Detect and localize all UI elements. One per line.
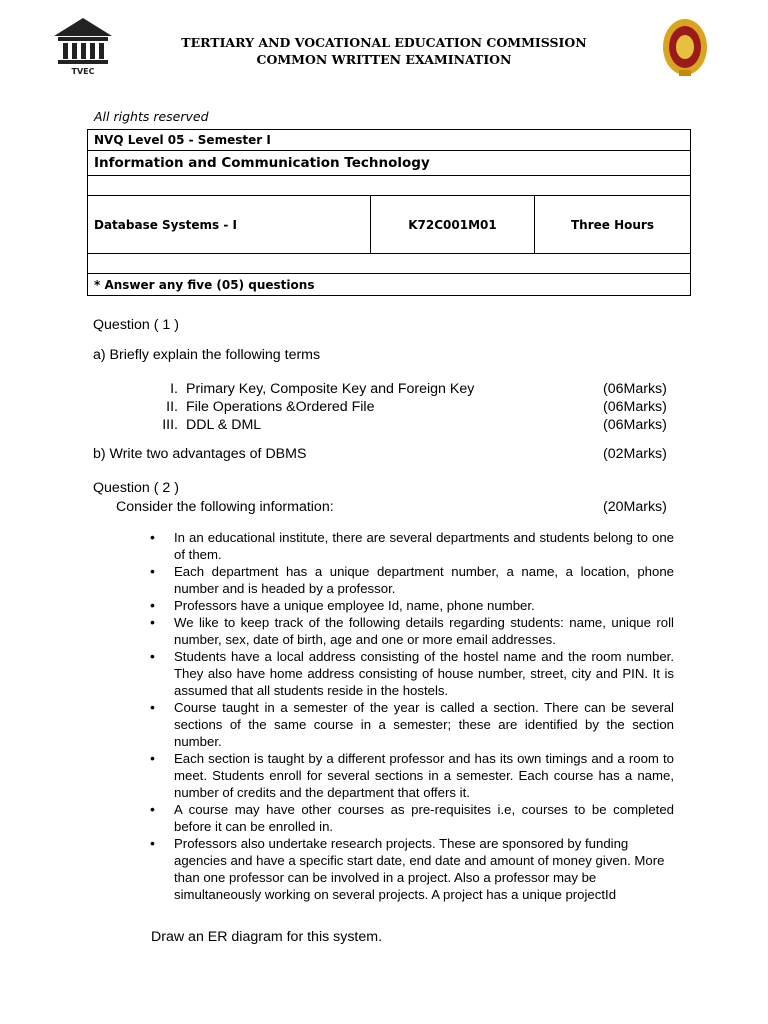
q2-bullet-text: Students have a local address consisting of the hostel name and the room number. They also have home address consisting of house number, street, city and PIN. It is assumed that all students reside in the hostels. [174, 649, 674, 698]
exam-duration: Three Hours [535, 196, 691, 254]
q2-bullet-text: Professors also undertake research projects. These are sponsored by funding agencies and have a specific start date, end date and amount of money given. More than one professor can be involved in a project. Also a professor may be simultaneously working on several projects. A project has a unique projectId [174, 836, 665, 902]
program-name: Information and Communication Technology [88, 151, 691, 176]
q1-item-marks: (06Marks) [603, 381, 667, 397]
q1-part-b: b) Write two advantages of DBMS [93, 446, 307, 462]
q2-bullet-text: Each section is taught by a different professor and has its own timings and a room to meet. Students enroll for several sections in a semester. Each course has a name, number of credits and the department that offers it. [174, 751, 674, 800]
q2-closing: Draw an ER diagram for this system. [151, 929, 383, 945]
rights-note: All rights reserved [94, 109, 209, 124]
bullet-glyph: • [150, 529, 155, 545]
q1-part-b-marks: (02Marks) [603, 446, 667, 462]
q1-item-text: DDL & DML [186, 417, 262, 433]
bullet-glyph: • [150, 699, 155, 715]
bullet-glyph: • [150, 750, 155, 766]
q2-title: Question ( 2 ) [93, 480, 179, 496]
q1-item-marks: (06Marks) [603, 399, 667, 415]
blank-row [88, 176, 691, 196]
q2-bullet-text: A course may have other courses as pre-requisites i.e, courses to be completed before it can be enrolled in. [174, 802, 674, 834]
exam-info-table [87, 129, 691, 296]
commission-title: TERTIARY AND VOCATIONAL EDUCATION COMMISSION [181, 35, 587, 50]
q2-marks: (20Marks) [603, 499, 667, 515]
subject-name: Database Systems - I [88, 196, 371, 254]
blank-row [88, 254, 691, 274]
q1-item-text: File Operations &Ordered File [186, 399, 375, 415]
q1-item-num: II. [166, 399, 178, 415]
bullet-glyph: • [150, 614, 155, 630]
nvq-level: NVQ Level 05 - Semester I [88, 130, 691, 151]
q2-intro: Consider the following information: [116, 499, 334, 515]
bullet-glyph: • [150, 563, 155, 579]
q1-item-marks: (06Marks) [603, 417, 667, 433]
q1-item-text: Primary Key, Composite Key and Foreign Key [186, 381, 475, 397]
q2-bullet-text: Each department has a unique department number, a name, a location, phone number and is headed by a professor. [174, 564, 674, 596]
bullet-glyph: • [150, 835, 155, 851]
q1-item-num: I. [170, 381, 178, 397]
subject-code: K72C001M01 [371, 196, 535, 254]
bullet-glyph: • [150, 597, 155, 613]
q1-part-a: a) Briefly explain the following terms [93, 347, 321, 363]
q2-bullet-text: We like to keep track of the following details regarding students: name, unique roll number, sex, date of birth, age and one or more email addresses. [174, 615, 674, 647]
q2-bullet-text: In an educational institute, there are several departments and students belong to one of them. [174, 530, 674, 562]
bullet-glyph: • [150, 648, 155, 664]
q1-item-num: III. [162, 417, 178, 433]
exam-title: COMMON WRITTEN EXAMINATION [256, 52, 512, 67]
instruction: * Answer any five (05) questions [88, 274, 691, 296]
tvec-logo-text: TVEC [71, 67, 95, 76]
bullet-glyph: • [150, 801, 155, 817]
q2-bullet-text: Professors have a unique employee Id, name, phone number. [174, 598, 535, 613]
q2-bullet-text: Course taught in a semester of the year is called a section. There can be several sections of the same course in a semester; these are identified by the section number. [174, 700, 674, 749]
q1-title: Question ( 1 ) [93, 317, 179, 333]
